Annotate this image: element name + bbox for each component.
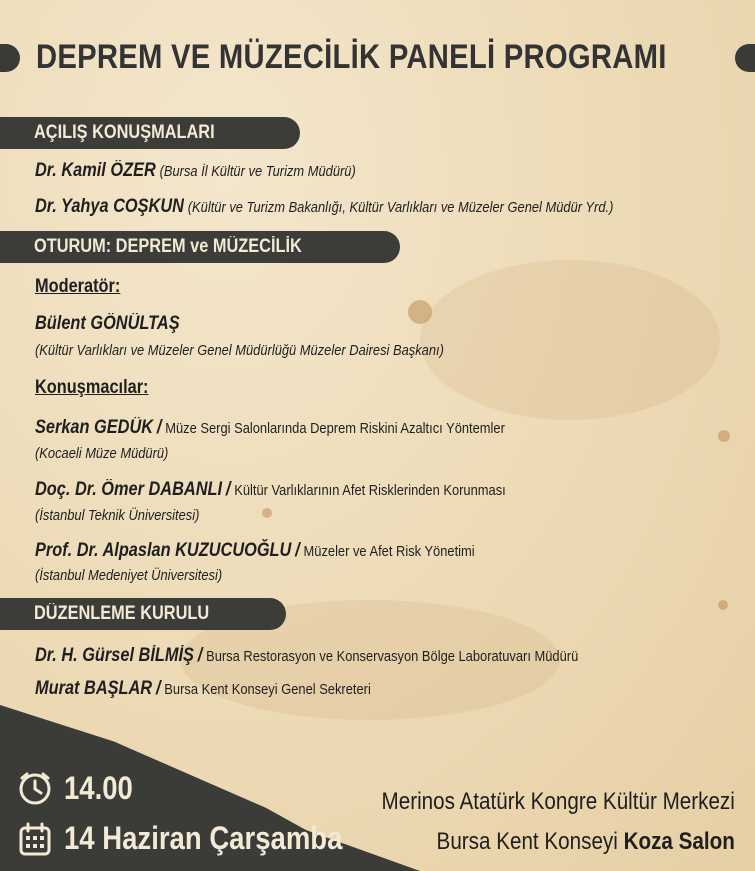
speaker-affiliation: (İstanbul Medeniyet Üniversitesi) (35, 567, 223, 584)
speakers-label: Konuşmacılar: (35, 377, 149, 398)
speaker-topic: Müzeler ve Afet Risk Yönetimi (303, 543, 475, 560)
speaker-name: Prof. Dr. Alpaslan KUZUCUOĞLU (35, 540, 292, 561)
opening-speaker (35, 196, 613, 218)
calendar-icon (19, 822, 51, 856)
venue-name: Bursa Kent Konseyi (436, 828, 619, 855)
speaker-desc: (Bursa İl Kültür ve Turizm Müdürü) (159, 163, 356, 180)
page-title: DEPREM VE MÜZECİLİK PANELİ PROGRAMI (36, 38, 667, 76)
stain-dot (408, 300, 432, 324)
speaker-name: Doç. Dr. Ömer DABANLI (35, 479, 223, 500)
title-cap-right (735, 44, 755, 72)
speaker-affiliation: (İstanbul Teknik Üniversitesi) (35, 507, 200, 524)
separator: / (197, 645, 203, 666)
separator: / (155, 678, 161, 699)
speaker-desc: (Kültür ve Turizm Bakanlığı, Kültür Varlıkları ve Müzeler Genel Müdür Yrd.) (187, 199, 614, 216)
venue-hall: Koza Salon (623, 828, 735, 855)
member-name: Murat BAŞLAR (35, 678, 153, 699)
organizer-member (35, 645, 578, 667)
stain-dot (718, 600, 728, 610)
moderator-name: Bülent GÖNÜLTAŞ (35, 313, 180, 334)
section-header-organizers (0, 598, 286, 630)
separator: / (156, 417, 162, 438)
member-role: Bursa Restorasyon ve Konservasyon Bölge Laboratuvarı Müdürü (206, 648, 579, 665)
moderator-desc: (Kültür Varlıkları ve Müzeler Genel Müdürlüğü Müzeler Dairesi Başkanı) (35, 342, 444, 359)
title-bar (0, 34, 755, 82)
stain-dot (718, 430, 730, 442)
member-role: Bursa Kent Konseyi Genel Sekreteri (164, 681, 371, 698)
clock-icon (18, 772, 52, 806)
speaker-name: Dr. Kamil ÖZER (35, 160, 156, 181)
speaker-name: Dr. Yahya COŞKUN (35, 196, 184, 217)
separator: / (225, 479, 231, 500)
stain-dot (262, 508, 272, 518)
session-speaker (35, 417, 505, 439)
session-speaker (35, 540, 475, 562)
speaker-topic: Müze Sergi Salonlarında Deprem Riskini Azaltıcı Yöntemler (165, 420, 505, 437)
section-header-label: OTURUM: DEPREM ve MÜZECİLİK (34, 236, 302, 257)
speaker-name: Serkan GEDÜK (35, 417, 154, 438)
event-date: 14 Haziran Çarşamba (64, 820, 343, 856)
organizer-member (35, 678, 371, 700)
paper-stain (420, 260, 720, 420)
opening-speaker (35, 160, 356, 182)
section-header-label: AÇILIŞ KONUŞMALARI (34, 122, 215, 143)
speaker-affiliation: (Kocaeli Müze Müdürü) (35, 445, 169, 462)
session-speaker (35, 479, 506, 501)
event-time: 14.00 (64, 770, 133, 806)
moderator-label: Moderatör: (35, 276, 121, 297)
section-header-opening (0, 117, 300, 149)
venue-line-1: Merinos Atatürk Kongre Kültür Merkezi (381, 788, 735, 815)
speaker-topic: Kültür Varlıklarının Afet Risklerinden Korunması (234, 482, 506, 499)
member-name: Dr. H. Gürsel BİLMİŞ (35, 645, 194, 666)
section-header-label: DÜZENLEME KURULU (34, 603, 210, 624)
separator: / (295, 540, 300, 561)
venue-line-2 (437, 828, 735, 856)
section-header-session (0, 231, 400, 263)
title-cap-left (0, 44, 20, 72)
